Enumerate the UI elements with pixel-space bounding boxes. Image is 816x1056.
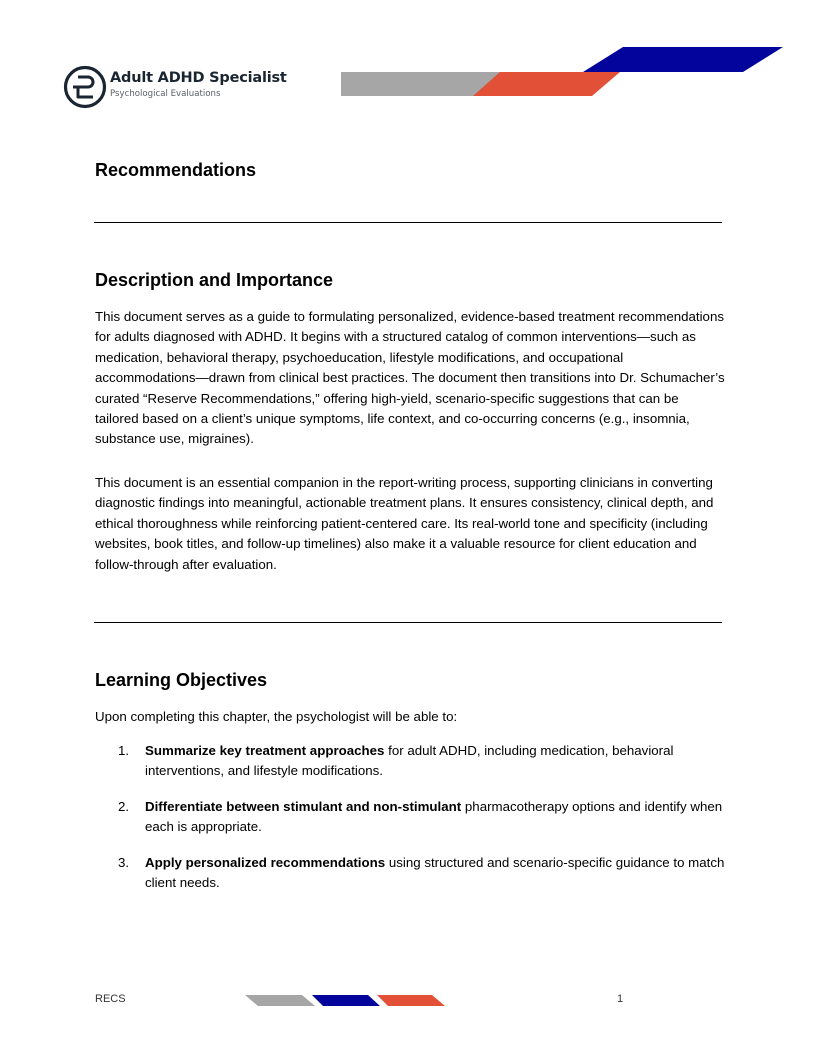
objective-item xyxy=(118,741,728,782)
header-decorative-bars xyxy=(0,0,816,120)
objective-key-phrase: Differentiate between stimulant and non-stimulant xyxy=(145,799,462,814)
objective-number: 2. xyxy=(118,799,130,814)
brand-name: Adult ADHD Specialist xyxy=(110,70,287,86)
description-heading: Description and Importance xyxy=(95,270,334,290)
section-divider xyxy=(94,622,722,623)
objectives-heading: Learning Objectives xyxy=(95,670,268,690)
page-number: 1 xyxy=(617,993,624,1005)
description-paragraph-2: This document is an essential companion in the report-writing process, supporting clinicians in converting diagnostic findings into meaningful, actionable treatment plans. It ensures consistency, clinical depth, and ethical thoroughness while reinforcing patient-centered care. Its real-world tone and specificity (including websites, book titles, and follow-up timelines) also make it a valuable resource for client education and follow-through after evaluation. xyxy=(95,475,714,572)
objective-key-phrase: Apply personalized recommendations xyxy=(145,855,386,870)
footer-section-code: RECS xyxy=(95,993,126,1005)
description-paragraph-1: This document serves as a guide to formulating personalized, evidence-based treatment recommendations for adults diagnosed with ADHD. It begins with a structured catalog of common interventions—such as medication, behavioral therapy, psychoeducation, lifestyle modifications, and occupational accommodations—drawn from clinical best practices. The document then transitions into Dr. Schumacher’s curated “Reserve Recommendations,” offering high-yield, scenario-specific suggestions that can be tailored based on a client’s unique symptoms, life context, and co-occurring concerns (e.g., insomnia, substance use, migraines). xyxy=(95,309,725,447)
footer-bar-red xyxy=(377,995,445,1006)
objectives-lead: Upon completing this chapter, the psychologist will be able to: xyxy=(95,709,458,724)
objective-description: pharmacotherapy options and identify when each is appropriate. xyxy=(145,799,723,835)
footer-decorative-bars xyxy=(0,985,816,1015)
objective-description: using structured and scenario-specific guidance to match client needs. xyxy=(145,855,725,891)
objective-item xyxy=(118,797,728,838)
objective-number: 1. xyxy=(118,743,130,758)
footer-bar-blue xyxy=(312,995,380,1006)
footer-bar-gray xyxy=(245,995,315,1006)
objective-number: 3. xyxy=(118,855,130,870)
objective-key-phrase: Summarize key treatment approaches xyxy=(145,743,385,758)
brand-tagline: Psychological Evaluations xyxy=(110,89,221,99)
objective-item xyxy=(118,853,728,894)
header-bar-gray xyxy=(341,72,501,96)
page-title: Recommendations xyxy=(95,160,257,180)
objective-description: for adult ADHD, including medication, behavioral interventions, and lifestyle modifications. xyxy=(145,743,674,779)
header-bar-blue xyxy=(583,47,783,72)
section-divider xyxy=(94,222,722,223)
